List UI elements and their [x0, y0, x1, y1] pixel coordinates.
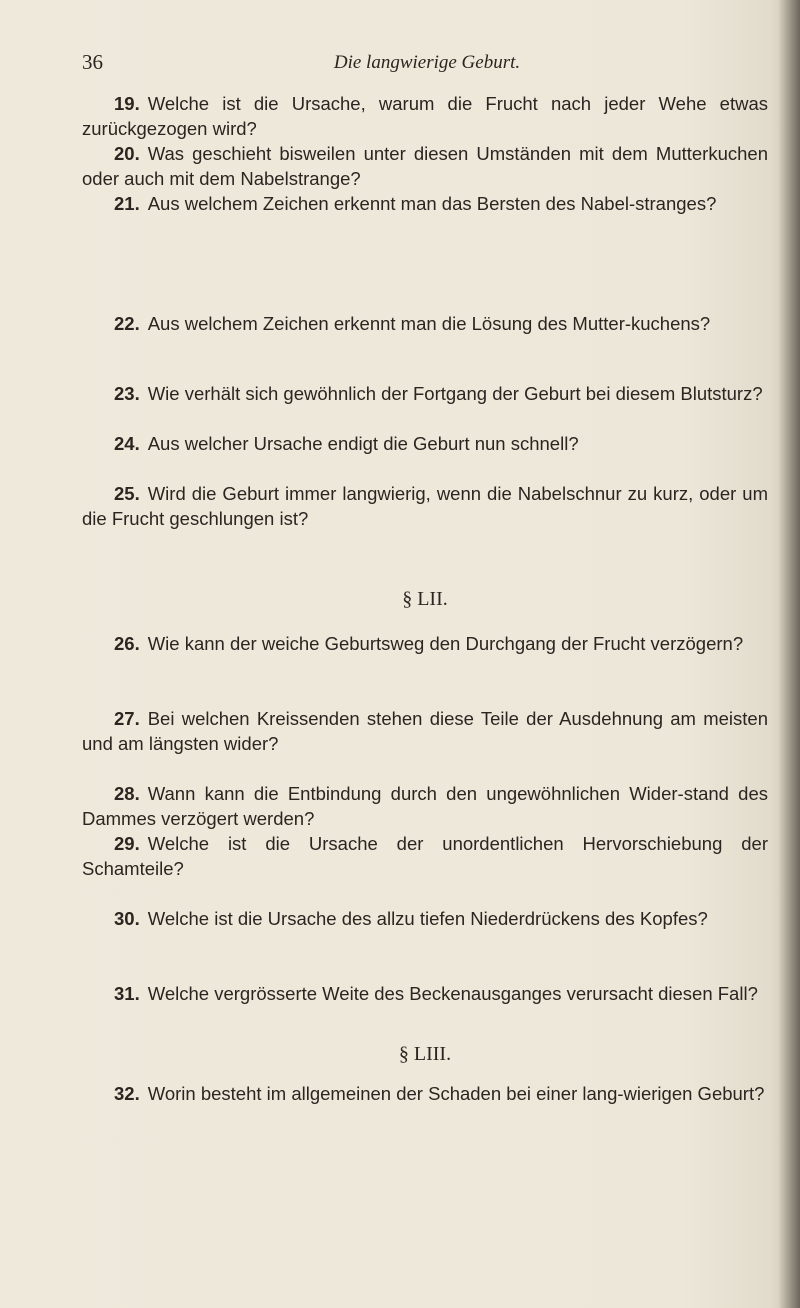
- question-text: Welche ist die Ursache der unordentlichen Hervorschiebung der Schamteile?: [82, 833, 768, 879]
- question-27: [82, 706, 768, 756]
- question-number: 25.: [114, 483, 140, 504]
- question-text: Welche ist die Ursache des allzu tiefen Niederdrückens des Kopfes?: [147, 908, 708, 929]
- question-number: 28.: [114, 783, 140, 804]
- question-text: Welche ist die Ursache, warum die Frucht nach jeder Wehe etwas zurückgezogen wird?: [82, 93, 768, 139]
- question-number: 24.: [114, 433, 140, 454]
- question-number: 21.: [114, 193, 140, 214]
- section-heading-liii: § LIII.: [398, 1043, 452, 1065]
- question-text: Wie verhält sich gewöhnlich der Fortgang der Geburt bei diesem Blutsturz?: [147, 383, 763, 404]
- page-edge-shadow: [778, 0, 800, 1308]
- question-number: 19.: [114, 93, 140, 114]
- question-number: 23.: [114, 383, 140, 404]
- question-text: Aus welchem Zeichen erkennt man die Lösung des Mutter-kuchens?: [147, 313, 711, 334]
- question-19: [82, 91, 768, 141]
- question-21: [82, 191, 768, 216]
- question-text: Worin besteht im allgemeinen der Schaden bei einer lang-wierigen Geburt?: [147, 1083, 765, 1104]
- question-31: [82, 981, 768, 1006]
- page-number: 36: [82, 50, 103, 74]
- question-text: Bei welchen Kreissenden stehen diese Teile der Ausdehnung am meisten und am längsten wider?: [82, 708, 768, 754]
- question-number: 20.: [114, 143, 140, 164]
- question-25: [82, 481, 768, 531]
- question-number: 32.: [114, 1083, 140, 1104]
- question-number: 30.: [114, 908, 140, 929]
- question-20: [82, 141, 768, 191]
- question-text: Was geschieht bisweilen unter diesen Umständen mit dem Mutterkuchen oder auch mit dem Nabelstrange?: [82, 143, 768, 189]
- question-text: Aus welchem Zeichen erkennt man das Bersten des Nabel-stranges?: [147, 193, 717, 214]
- question-number: 27.: [114, 708, 140, 729]
- question-text: Wie kann der weiche Geburtsweg den Durchgang der Frucht verzögern?: [147, 633, 744, 654]
- question-text: Aus welcher Ursache endigt die Geburt nun schnell?: [147, 433, 579, 454]
- question-30: [82, 906, 768, 931]
- page-header: [82, 50, 772, 80]
- section-heading-lii: § LII.: [402, 588, 448, 610]
- question-29: [82, 831, 768, 881]
- question-number: 29.: [114, 833, 140, 854]
- question-24: [82, 431, 768, 456]
- question-26: [82, 631, 768, 656]
- running-title: Die langwierige Geburt.: [333, 52, 521, 73]
- question-number: 22.: [114, 313, 140, 334]
- question-number: 31.: [114, 983, 140, 1004]
- question-28: [82, 781, 768, 831]
- question-23: [82, 381, 768, 406]
- question-number: 26.: [114, 633, 140, 654]
- question-text: Welche vergrösserte Weite des Beckenausganges verursacht diesen Fall?: [147, 983, 758, 1004]
- question-text: Wird die Geburt immer langwierig, wenn die Nabelschnur zu kurz, oder um die Frucht geschlungen ist?: [82, 483, 768, 529]
- question-32: [82, 1081, 768, 1106]
- question-text: Wann kann die Entbindung durch den ungewöhnlichen Wider-stand des Dammes verzögert werden?: [82, 783, 768, 829]
- question-22: [82, 311, 768, 336]
